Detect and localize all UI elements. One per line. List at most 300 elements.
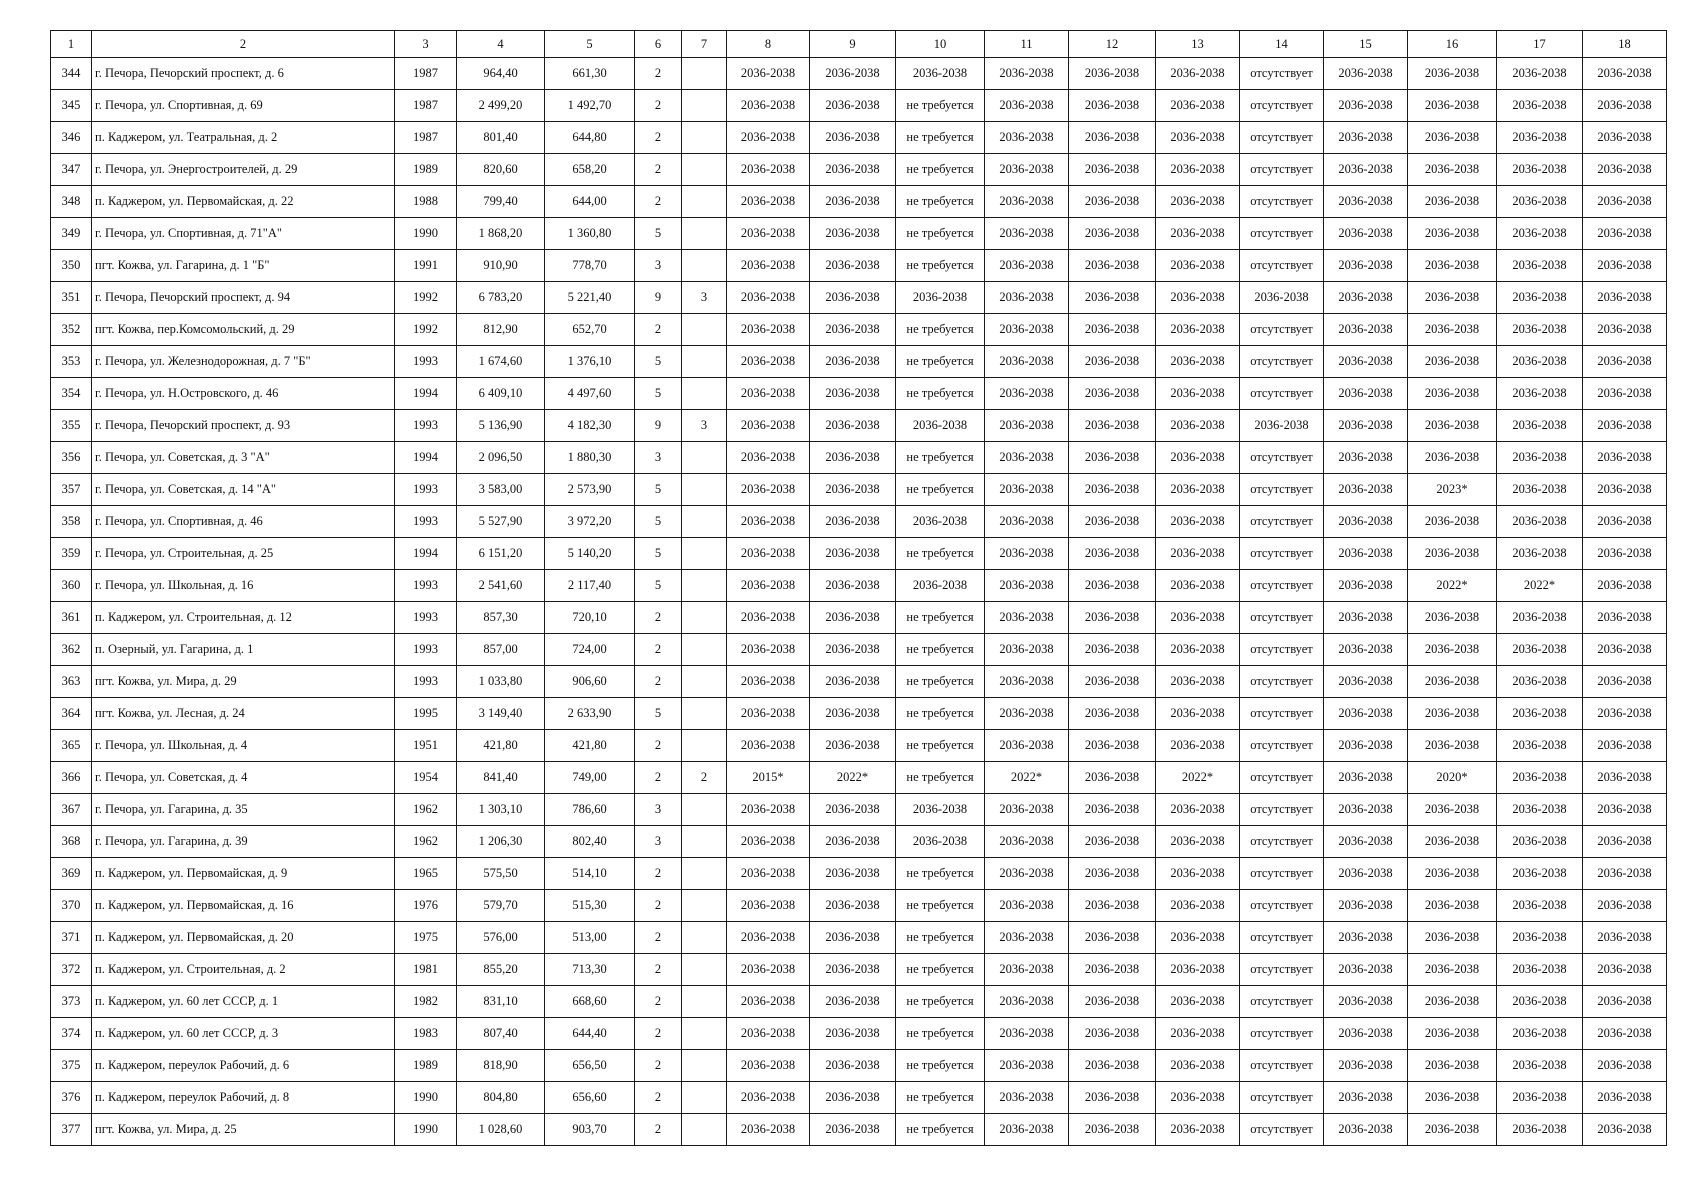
row-number-cell: 372 xyxy=(51,954,92,986)
col-9-cell: 2036-2038 xyxy=(810,666,896,698)
col-14-cell: отсутствует xyxy=(1240,666,1324,698)
row-number-cell: 355 xyxy=(51,410,92,442)
col-10-cell: не требуется xyxy=(896,186,985,218)
col-11-cell: 2036-2038 xyxy=(985,474,1069,506)
total-area-cell: 575,50 xyxy=(457,858,545,890)
col-17-cell: 2036-2038 xyxy=(1497,922,1583,954)
row-number-cell: 376 xyxy=(51,1082,92,1114)
col-14-cell: отсутствует xyxy=(1240,346,1324,378)
col-15-cell: 2036-2038 xyxy=(1324,474,1408,506)
col-14-cell: отсутствует xyxy=(1240,506,1324,538)
col-12-cell: 2036-2038 xyxy=(1069,186,1156,218)
col-8-cell: 2036-2038 xyxy=(727,570,810,602)
row-number-cell: 353 xyxy=(51,346,92,378)
address-cell: г. Печора, ул. Железнодорожная, д. 7 "Б" xyxy=(92,346,395,378)
col-15-cell: 2036-2038 xyxy=(1324,826,1408,858)
col-7-cell xyxy=(682,826,727,858)
living-area-cell: 778,70 xyxy=(545,250,635,282)
address-cell: г. Печора, ул. Советская, д. 3 "А" xyxy=(92,442,395,474)
col-17-cell: 2036-2038 xyxy=(1497,666,1583,698)
col-8-cell: 2036-2038 xyxy=(727,1018,810,1050)
living-area-cell: 658,20 xyxy=(545,154,635,186)
col-12-cell: 2036-2038 xyxy=(1069,730,1156,762)
col-7-cell xyxy=(682,186,727,218)
column-header-15: 15 xyxy=(1324,31,1408,58)
col-16-cell: 2036-2038 xyxy=(1408,954,1497,986)
col-13-cell: 2036-2038 xyxy=(1156,346,1240,378)
column-header-3: 3 xyxy=(395,31,457,58)
col-16-cell: 2036-2038 xyxy=(1408,442,1497,474)
col-9-cell: 2036-2038 xyxy=(810,442,896,474)
col-17-cell: 2036-2038 xyxy=(1497,1114,1583,1146)
floors-cell: 2 xyxy=(635,762,682,794)
col-9-cell: 2036-2038 xyxy=(810,858,896,890)
col-17-cell: 2036-2038 xyxy=(1497,634,1583,666)
col-9-cell: 2036-2038 xyxy=(810,346,896,378)
col-18-cell: 2036-2038 xyxy=(1583,90,1667,122)
col-16-cell: 2036-2038 xyxy=(1408,186,1497,218)
address-cell: г. Печора, ул. Спортивная, д. 46 xyxy=(92,506,395,538)
col-15-cell: 2036-2038 xyxy=(1324,730,1408,762)
col-18-cell: 2036-2038 xyxy=(1583,730,1667,762)
living-area-cell: 720,10 xyxy=(545,602,635,634)
table-row xyxy=(51,858,1667,890)
total-area-cell: 1 303,10 xyxy=(457,794,545,826)
col-10-cell: 2036-2038 xyxy=(896,794,985,826)
row-number-cell: 375 xyxy=(51,1050,92,1082)
table-row xyxy=(51,1018,1667,1050)
col-15-cell: 2036-2038 xyxy=(1324,698,1408,730)
col-14-cell: отсутствует xyxy=(1240,1018,1324,1050)
year-built-cell: 1989 xyxy=(395,154,457,186)
col-14-cell: отсутствует xyxy=(1240,538,1324,570)
table-row xyxy=(51,474,1667,506)
col-12-cell: 2036-2038 xyxy=(1069,1018,1156,1050)
col-11-cell: 2036-2038 xyxy=(985,1114,1069,1146)
table-row xyxy=(51,986,1667,1018)
year-built-cell: 1993 xyxy=(395,634,457,666)
table-row xyxy=(51,410,1667,442)
col-18-cell: 2036-2038 xyxy=(1583,410,1667,442)
floors-cell: 2 xyxy=(635,986,682,1018)
total-area-cell: 964,40 xyxy=(457,58,545,90)
col-15-cell: 2036-2038 xyxy=(1324,218,1408,250)
col-9-cell: 2036-2038 xyxy=(810,250,896,282)
total-area-cell: 2 541,60 xyxy=(457,570,545,602)
col-10-cell: 2036-2038 xyxy=(896,506,985,538)
col-14-cell: отсутствует xyxy=(1240,154,1324,186)
col-16-cell: 2036-2038 xyxy=(1408,986,1497,1018)
col-16-cell: 2036-2038 xyxy=(1408,794,1497,826)
col-13-cell: 2036-2038 xyxy=(1156,666,1240,698)
column-header-11: 11 xyxy=(985,31,1069,58)
col-14-cell: отсутствует xyxy=(1240,890,1324,922)
col-11-cell: 2036-2038 xyxy=(985,1018,1069,1050)
floors-cell: 2 xyxy=(635,154,682,186)
table-row xyxy=(51,186,1667,218)
col-9-cell: 2036-2038 xyxy=(810,826,896,858)
living-area-cell: 749,00 xyxy=(545,762,635,794)
col-15-cell: 2036-2038 xyxy=(1324,634,1408,666)
col-10-cell: не требуется xyxy=(896,1018,985,1050)
col-18-cell: 2036-2038 xyxy=(1583,858,1667,890)
total-area-cell: 820,60 xyxy=(457,154,545,186)
col-14-cell: 2036-2038 xyxy=(1240,282,1324,314)
column-header-2: 2 xyxy=(92,31,395,58)
col-15-cell: 2036-2038 xyxy=(1324,1018,1408,1050)
column-header-13: 13 xyxy=(1156,31,1240,58)
col-9-cell: 2036-2038 xyxy=(810,954,896,986)
column-header-4: 4 xyxy=(457,31,545,58)
table-row xyxy=(51,506,1667,538)
table-row xyxy=(51,90,1667,122)
total-area-cell: 1 028,60 xyxy=(457,1114,545,1146)
year-built-cell: 1994 xyxy=(395,378,457,410)
column-header-17: 17 xyxy=(1497,31,1583,58)
year-built-cell: 1993 xyxy=(395,506,457,538)
living-area-cell: 644,00 xyxy=(545,186,635,218)
col-11-cell: 2036-2038 xyxy=(985,922,1069,954)
col-8-cell: 2036-2038 xyxy=(727,58,810,90)
col-11-cell: 2036-2038 xyxy=(985,314,1069,346)
col-18-cell: 2036-2038 xyxy=(1583,250,1667,282)
col-8-cell: 2036-2038 xyxy=(727,442,810,474)
col-13-cell: 2036-2038 xyxy=(1156,634,1240,666)
col-15-cell: 2036-2038 xyxy=(1324,538,1408,570)
col-9-cell: 2036-2038 xyxy=(810,122,896,154)
year-built-cell: 1976 xyxy=(395,890,457,922)
total-area-cell: 1 674,60 xyxy=(457,346,545,378)
col-17-cell: 2036-2038 xyxy=(1497,794,1583,826)
col-9-cell: 2036-2038 xyxy=(810,1082,896,1114)
col-7-cell xyxy=(682,666,727,698)
col-12-cell: 2036-2038 xyxy=(1069,378,1156,410)
col-7-cell xyxy=(682,858,727,890)
col-12-cell: 2036-2038 xyxy=(1069,410,1156,442)
address-cell: пгт. Кожва, ул. Лесная, д. 24 xyxy=(92,698,395,730)
col-11-cell: 2036-2038 xyxy=(985,538,1069,570)
col-17-cell: 2036-2038 xyxy=(1497,602,1583,634)
col-15-cell: 2036-2038 xyxy=(1324,1114,1408,1146)
col-13-cell: 2036-2038 xyxy=(1156,1018,1240,1050)
col-16-cell: 2036-2038 xyxy=(1408,282,1497,314)
col-15-cell: 2036-2038 xyxy=(1324,794,1408,826)
col-17-cell: 2036-2038 xyxy=(1497,410,1583,442)
col-7-cell xyxy=(682,890,727,922)
living-area-cell: 4 497,60 xyxy=(545,378,635,410)
col-18-cell: 2036-2038 xyxy=(1583,954,1667,986)
col-16-cell: 2036-2038 xyxy=(1408,538,1497,570)
col-18-cell: 2036-2038 xyxy=(1583,346,1667,378)
row-number-cell: 354 xyxy=(51,378,92,410)
table-row xyxy=(51,890,1667,922)
floors-cell: 5 xyxy=(635,218,682,250)
col-9-cell: 2036-2038 xyxy=(810,1050,896,1082)
floors-cell: 2 xyxy=(635,858,682,890)
living-area-cell: 1 376,10 xyxy=(545,346,635,378)
floors-cell: 2 xyxy=(635,1114,682,1146)
col-11-cell: 2036-2038 xyxy=(985,90,1069,122)
total-area-cell: 857,30 xyxy=(457,602,545,634)
col-8-cell: 2036-2038 xyxy=(727,218,810,250)
col-8-cell: 2036-2038 xyxy=(727,1050,810,1082)
row-number-cell: 351 xyxy=(51,282,92,314)
living-area-cell: 656,50 xyxy=(545,1050,635,1082)
col-10-cell: не требуется xyxy=(896,346,985,378)
col-8-cell: 2036-2038 xyxy=(727,666,810,698)
col-11-cell: 2036-2038 xyxy=(985,570,1069,602)
col-15-cell: 2036-2038 xyxy=(1324,890,1408,922)
col-7-cell xyxy=(682,1050,727,1082)
row-number-cell: 346 xyxy=(51,122,92,154)
col-11-cell: 2036-2038 xyxy=(985,506,1069,538)
col-9-cell: 2036-2038 xyxy=(810,314,896,346)
col-11-cell: 2036-2038 xyxy=(985,858,1069,890)
total-area-cell: 3 149,40 xyxy=(457,698,545,730)
column-header-12: 12 xyxy=(1069,31,1156,58)
col-14-cell: отсутствует xyxy=(1240,634,1324,666)
table-row xyxy=(51,218,1667,250)
year-built-cell: 1990 xyxy=(395,1114,457,1146)
col-16-cell: 2036-2038 xyxy=(1408,218,1497,250)
table-row xyxy=(51,730,1667,762)
row-number-cell: 348 xyxy=(51,186,92,218)
col-8-cell: 2036-2038 xyxy=(727,922,810,954)
total-area-cell: 1 868,20 xyxy=(457,218,545,250)
col-10-cell: не требуется xyxy=(896,378,985,410)
col-10-cell: не требуется xyxy=(896,1114,985,1146)
col-9-cell: 2036-2038 xyxy=(810,570,896,602)
col-8-cell: 2036-2038 xyxy=(727,378,810,410)
col-14-cell: отсутствует xyxy=(1240,698,1324,730)
col-14-cell: отсутствует xyxy=(1240,954,1324,986)
col-18-cell: 2036-2038 xyxy=(1583,538,1667,570)
living-area-cell: 652,70 xyxy=(545,314,635,346)
year-built-cell: 1992 xyxy=(395,282,457,314)
col-14-cell: отсутствует xyxy=(1240,90,1324,122)
col-15-cell: 2036-2038 xyxy=(1324,602,1408,634)
col-15-cell: 2036-2038 xyxy=(1324,858,1408,890)
address-cell: п. Каджером, ул. Первомайская, д. 20 xyxy=(92,922,395,954)
row-number-cell: 374 xyxy=(51,1018,92,1050)
address-cell: г. Печора, ул. Н.Островского, д. 46 xyxy=(92,378,395,410)
address-cell: п. Каджером, ул. Первомайская, д. 22 xyxy=(92,186,395,218)
col-7-cell xyxy=(682,922,727,954)
address-cell: пгт. Кожва, пер.Комсомольский, д. 29 xyxy=(92,314,395,346)
col-14-cell: отсутствует xyxy=(1240,218,1324,250)
col-17-cell: 2036-2038 xyxy=(1497,698,1583,730)
col-17-cell: 2036-2038 xyxy=(1497,122,1583,154)
row-number-cell: 369 xyxy=(51,858,92,890)
col-12-cell: 2036-2038 xyxy=(1069,794,1156,826)
table-row xyxy=(51,1114,1667,1146)
col-7-cell xyxy=(682,346,727,378)
floors-cell: 2 xyxy=(635,1018,682,1050)
floors-cell: 9 xyxy=(635,410,682,442)
total-area-cell: 804,80 xyxy=(457,1082,545,1114)
col-17-cell: 2036-2038 xyxy=(1497,826,1583,858)
col-15-cell: 2036-2038 xyxy=(1324,314,1408,346)
col-18-cell: 2036-2038 xyxy=(1583,890,1667,922)
col-13-cell: 2036-2038 xyxy=(1156,90,1240,122)
floors-cell: 2 xyxy=(635,122,682,154)
col-13-cell: 2036-2038 xyxy=(1156,58,1240,90)
col-15-cell: 2036-2038 xyxy=(1324,762,1408,794)
col-16-cell: 2036-2038 xyxy=(1408,346,1497,378)
col-13-cell: 2036-2038 xyxy=(1156,154,1240,186)
col-7-cell: 3 xyxy=(682,282,727,314)
column-header-10: 10 xyxy=(896,31,985,58)
col-7-cell xyxy=(682,218,727,250)
col-13-cell: 2036-2038 xyxy=(1156,250,1240,282)
col-12-cell: 2036-2038 xyxy=(1069,954,1156,986)
col-11-cell: 2036-2038 xyxy=(985,58,1069,90)
col-12-cell: 2036-2038 xyxy=(1069,442,1156,474)
col-7-cell xyxy=(682,122,727,154)
col-10-cell: не требуется xyxy=(896,314,985,346)
col-7-cell xyxy=(682,538,727,570)
col-11-cell: 2036-2038 xyxy=(985,794,1069,826)
col-10-cell: не требуется xyxy=(896,858,985,890)
col-17-cell: 2036-2038 xyxy=(1497,282,1583,314)
col-9-cell: 2036-2038 xyxy=(810,154,896,186)
col-9-cell: 2036-2038 xyxy=(810,538,896,570)
col-8-cell: 2036-2038 xyxy=(727,410,810,442)
year-built-cell: 1994 xyxy=(395,442,457,474)
col-17-cell: 2036-2038 xyxy=(1497,154,1583,186)
living-area-cell: 2 117,40 xyxy=(545,570,635,602)
table-row xyxy=(51,154,1667,186)
col-7-cell xyxy=(682,730,727,762)
col-13-cell: 2036-2038 xyxy=(1156,858,1240,890)
year-built-cell: 1990 xyxy=(395,218,457,250)
col-7-cell xyxy=(682,58,727,90)
total-area-cell: 799,40 xyxy=(457,186,545,218)
col-11-cell: 2036-2038 xyxy=(985,666,1069,698)
col-10-cell: не требуется xyxy=(896,922,985,954)
address-cell: г. Печора, ул. Энергостроителей, д. 29 xyxy=(92,154,395,186)
col-18-cell: 2036-2038 xyxy=(1583,666,1667,698)
floors-cell: 2 xyxy=(635,602,682,634)
year-built-cell: 1993 xyxy=(395,410,457,442)
col-14-cell: отсутствует xyxy=(1240,314,1324,346)
col-14-cell: отсутствует xyxy=(1240,58,1324,90)
address-cell: п. Каджером, переулок Рабочий, д. 8 xyxy=(92,1082,395,1114)
row-number-cell: 370 xyxy=(51,890,92,922)
col-15-cell: 2036-2038 xyxy=(1324,186,1408,218)
col-18-cell: 2036-2038 xyxy=(1583,634,1667,666)
table-row xyxy=(51,954,1667,986)
year-built-cell: 1995 xyxy=(395,698,457,730)
col-15-cell: 2036-2038 xyxy=(1324,570,1408,602)
col-18-cell: 2036-2038 xyxy=(1583,154,1667,186)
year-built-cell: 1993 xyxy=(395,666,457,698)
year-built-cell: 1990 xyxy=(395,1082,457,1114)
col-9-cell: 2036-2038 xyxy=(810,698,896,730)
col-17-cell: 2036-2038 xyxy=(1497,890,1583,922)
col-16-cell: 2036-2038 xyxy=(1408,922,1497,954)
table-body xyxy=(51,58,1667,1146)
col-10-cell: не требуется xyxy=(896,602,985,634)
col-18-cell: 2036-2038 xyxy=(1583,122,1667,154)
col-17-cell: 2036-2038 xyxy=(1497,986,1583,1018)
col-16-cell: 2036-2038 xyxy=(1408,410,1497,442)
row-number-cell: 356 xyxy=(51,442,92,474)
col-17-cell: 2036-2038 xyxy=(1497,314,1583,346)
col-12-cell: 2036-2038 xyxy=(1069,890,1156,922)
col-8-cell: 2036-2038 xyxy=(727,634,810,666)
col-15-cell: 2036-2038 xyxy=(1324,986,1408,1018)
col-14-cell: отсутствует xyxy=(1240,922,1324,954)
table-row xyxy=(51,378,1667,410)
total-area-cell: 807,40 xyxy=(457,1018,545,1050)
col-12-cell: 2036-2038 xyxy=(1069,602,1156,634)
col-14-cell: отсутствует xyxy=(1240,826,1324,858)
col-18-cell: 2036-2038 xyxy=(1583,218,1667,250)
floors-cell: 5 xyxy=(635,698,682,730)
col-10-cell: не требуется xyxy=(896,538,985,570)
col-13-cell: 2036-2038 xyxy=(1156,186,1240,218)
column-header-14: 14 xyxy=(1240,31,1324,58)
col-17-cell: 2036-2038 xyxy=(1497,1050,1583,1082)
col-17-cell: 2036-2038 xyxy=(1497,250,1583,282)
address-cell: г. Печора, ул. Советская, д. 4 xyxy=(92,762,395,794)
year-built-cell: 1987 xyxy=(395,90,457,122)
col-13-cell: 2036-2038 xyxy=(1156,698,1240,730)
col-16-cell: 2036-2038 xyxy=(1408,730,1497,762)
col-10-cell: не требуется xyxy=(896,474,985,506)
col-16-cell: 2036-2038 xyxy=(1408,602,1497,634)
col-10-cell: 2036-2038 xyxy=(896,410,985,442)
row-number-cell: 345 xyxy=(51,90,92,122)
col-7-cell xyxy=(682,698,727,730)
col-16-cell: 2023* xyxy=(1408,474,1497,506)
table-row xyxy=(51,922,1667,954)
col-15-cell: 2036-2038 xyxy=(1324,410,1408,442)
col-17-cell: 2036-2038 xyxy=(1497,218,1583,250)
table-row xyxy=(51,666,1667,698)
col-7-cell xyxy=(682,634,727,666)
col-13-cell: 2036-2038 xyxy=(1156,570,1240,602)
floors-cell: 2 xyxy=(635,922,682,954)
total-area-cell: 6 409,10 xyxy=(457,378,545,410)
living-area-cell: 5 221,40 xyxy=(545,282,635,314)
col-18-cell: 2036-2038 xyxy=(1583,1082,1667,1114)
col-18-cell: 2036-2038 xyxy=(1583,602,1667,634)
col-9-cell: 2036-2038 xyxy=(810,634,896,666)
col-8-cell: 2015* xyxy=(727,762,810,794)
table-row xyxy=(51,282,1667,314)
floors-cell: 5 xyxy=(635,506,682,538)
col-17-cell: 2036-2038 xyxy=(1497,954,1583,986)
col-14-cell: отсутствует xyxy=(1240,1050,1324,1082)
col-12-cell: 2036-2038 xyxy=(1069,858,1156,890)
row-number-cell: 368 xyxy=(51,826,92,858)
row-number-cell: 362 xyxy=(51,634,92,666)
col-17-cell: 2036-2038 xyxy=(1497,538,1583,570)
col-10-cell: 2036-2038 xyxy=(896,826,985,858)
col-9-cell: 2036-2038 xyxy=(810,890,896,922)
col-13-cell: 2036-2038 xyxy=(1156,1114,1240,1146)
col-11-cell: 2036-2038 xyxy=(985,250,1069,282)
floors-cell: 2 xyxy=(635,58,682,90)
year-built-cell: 1951 xyxy=(395,730,457,762)
table-row xyxy=(51,442,1667,474)
col-11-cell: 2036-2038 xyxy=(985,634,1069,666)
col-15-cell: 2036-2038 xyxy=(1324,922,1408,954)
total-area-cell: 857,00 xyxy=(457,634,545,666)
year-built-cell: 1954 xyxy=(395,762,457,794)
